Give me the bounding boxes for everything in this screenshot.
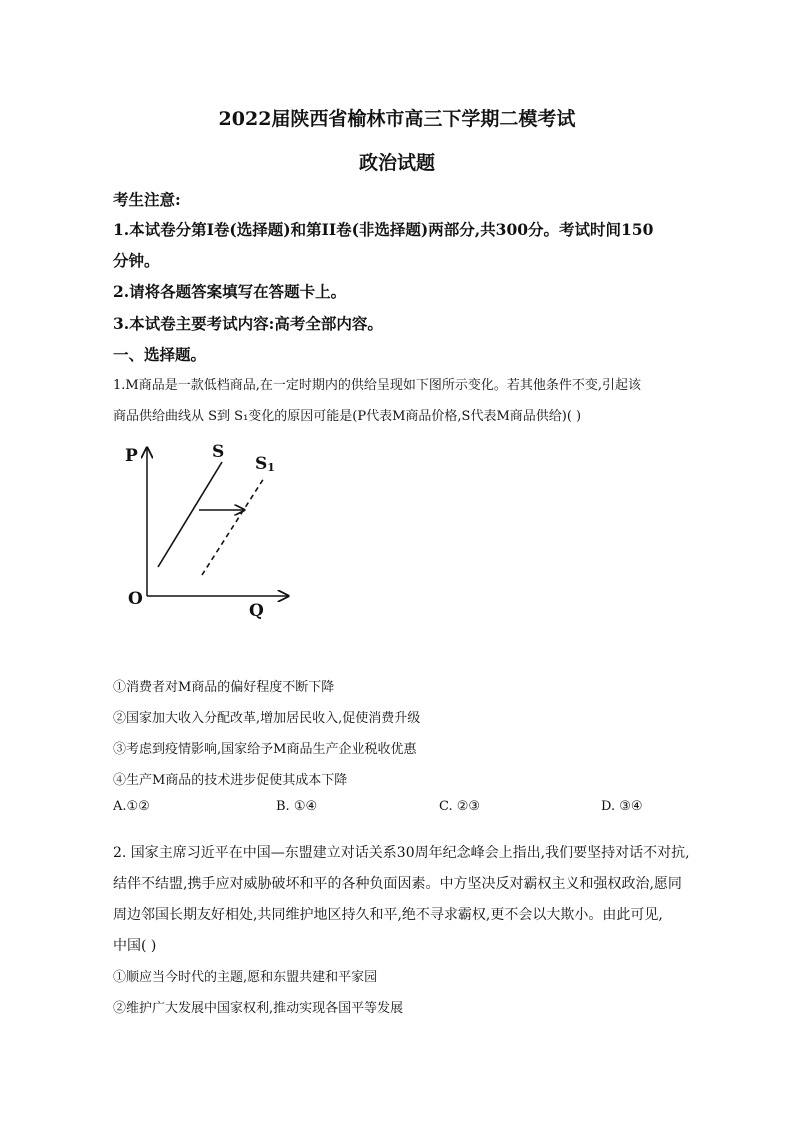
notice-item-2: 2.请将各题答案填写在答题卡上。 bbox=[113, 282, 347, 301]
supply-shift-graph bbox=[118, 436, 308, 626]
q2-stem-line-2: 结伴不结盟,携手应对威胁破坏和平的各种负面因素。中方坚决反对霸权主义和强权政治,愿同 bbox=[113, 876, 682, 892]
supply-curve-s1 bbox=[202, 478, 264, 575]
q1-option-3: ③考虑到疫情影响,国家给予M商品生产企业税收优惠 bbox=[113, 742, 417, 757]
origin-label: O bbox=[128, 589, 143, 609]
curve-label-s1: S1 bbox=[255, 454, 275, 474]
notice-heading: 考生注意: bbox=[113, 190, 181, 209]
q1-option-1: ①消费者对M商品的偏好程度不断下降 bbox=[113, 680, 335, 695]
axis-label-q: Q bbox=[249, 601, 264, 621]
q1-stem-line-1: 1.M商品是一款低档商品,在一定时期内的供给呈现如下图所示变化。若其他条件不变,引起该 bbox=[113, 378, 641, 393]
notice-item-1-cont: 分钟。 bbox=[113, 251, 160, 270]
q2-stem-line-3: 周边邻国长期友好相处,共同维护地区持久和平,绝不寻求霸权,更不会以大欺小。由此可见, bbox=[113, 907, 663, 923]
q1-choice-d: D. ③④ bbox=[601, 799, 643, 814]
curve-label-s: S bbox=[212, 442, 225, 462]
q1-choice-a: A.①② bbox=[113, 799, 150, 814]
q1-choice-c: C. ②③ bbox=[439, 799, 481, 814]
page-subtitle: 政治试题 bbox=[358, 152, 435, 174]
notice-item-3: 3.本试卷主要考试内容:高考全部内容。 bbox=[113, 314, 383, 333]
q1-option-4: ④生产M商品的技术进步促使其成本下降 bbox=[113, 773, 348, 788]
page-title: 2022届陕西省榆林市高三下学期二模考试 bbox=[218, 108, 576, 130]
q2-option-2: ②维护广大发展中国家权利,推动实现各国平等发展 bbox=[113, 1001, 404, 1016]
axis-label-p: P bbox=[125, 446, 138, 466]
q2-stem-line-1: 2. 国家主席习近平在中国—东盟建立对话关系30周年纪念峰会上指出,我们要坚持对话不对抗, bbox=[113, 845, 690, 861]
notice-item-1: 1.本试卷分第I卷(选择题)和第II卷(非选择题)两部分,共300分。考试时间150 bbox=[113, 220, 654, 239]
supply-curve-s bbox=[158, 462, 222, 567]
section-heading: 一、选择题。 bbox=[113, 345, 207, 364]
q1-option-2: ②国家加大收入分配改革,增加居民收入,促使消费升级 bbox=[113, 711, 421, 726]
q2-option-1: ①顺应当今时代的主题,愿和东盟共建和平家园 bbox=[113, 970, 378, 985]
q1-choice-b: B. ①④ bbox=[276, 799, 318, 814]
q1-stem-line-2: 商品供给曲线从 S到 S₁变化的原因可能是(P代表M商品价格,S代表M商品供给)( ) bbox=[113, 409, 582, 424]
q2-stem-line-4: 中国( ) bbox=[113, 938, 157, 954]
